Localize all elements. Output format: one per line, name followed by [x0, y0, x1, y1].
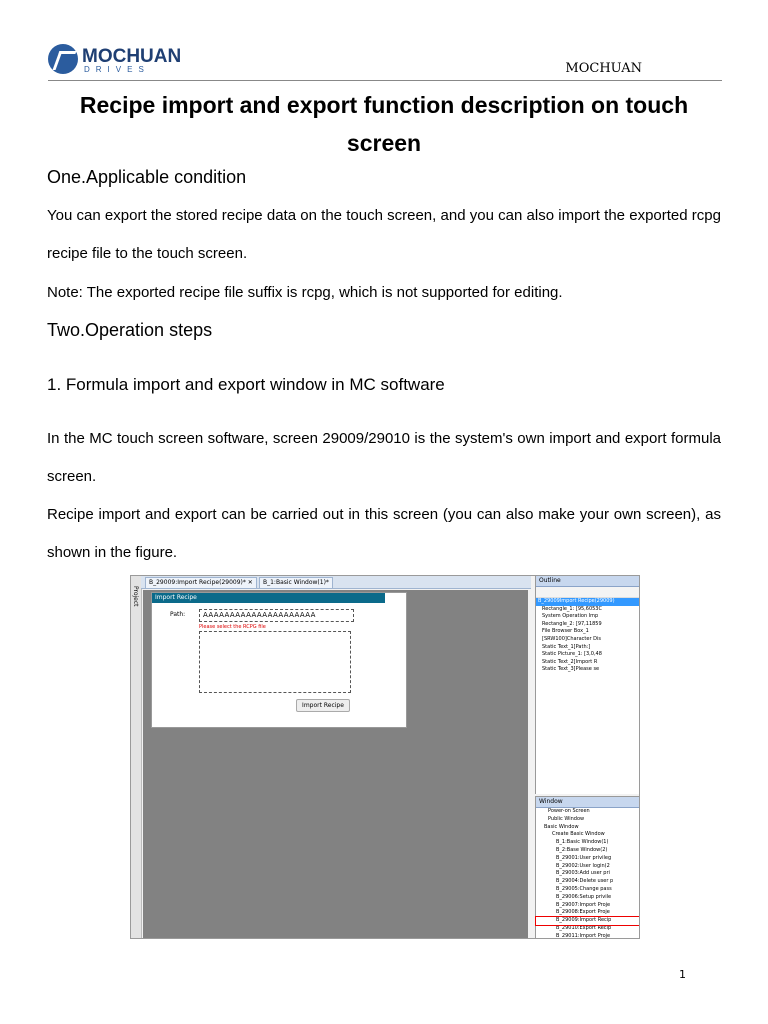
- subheading-window: 1. Formula import and export window in MC software: [47, 375, 445, 394]
- outline-item: Static Picture_1: [3,0,48: [542, 651, 602, 658]
- window-tree-item: B_1:Basic Window(1): [556, 839, 609, 846]
- window-tree-item: B_29005:Change pass: [556, 885, 612, 892]
- window-tree-item: B_29010:Export Recip: [556, 924, 612, 931]
- software-screenshot-figure: [130, 575, 640, 939]
- window-tree-item: B_29004:Delete user p: [556, 878, 614, 885]
- design-canvas: [143, 590, 528, 938]
- section-heading-applicable: One.Applicable condition: [47, 167, 247, 187]
- outline-item: System Operation Imp: [542, 613, 599, 620]
- page-title: Recipe import and export function description on touch screen: [79, 92, 689, 156]
- window-tree-item: B_29007:Import Proje: [556, 901, 611, 908]
- logo-brand: MOCHUAN: [82, 46, 182, 67]
- select-file-hint: Please select the RCPG file: [199, 624, 266, 630]
- section-heading-steps: Two.Operation steps: [47, 320, 213, 340]
- import-recipe-window: [151, 592, 407, 728]
- window-tree-item: Public Window: [548, 815, 585, 822]
- paragraph-note: Note: The exported recipe file suffix is rcpg, which is not supported for editing.: [47, 284, 563, 301]
- tab-import-recipe: B_29009:Import Recipe(29009)* ✕: [145, 577, 257, 589]
- header-divider: [48, 80, 722, 81]
- editor-tabs: [141, 576, 531, 589]
- outline-item: [SRW100]Character Dis: [542, 635, 601, 642]
- window-tree-item: B_29003:Add user pri: [556, 870, 610, 877]
- window-tree-item: B_29002:User login(2: [556, 862, 610, 869]
- header-company: MOCHUAN: [565, 61, 642, 76]
- window-panel: [535, 796, 640, 939]
- outline-toolbar: [536, 587, 640, 598]
- logo-mark-icon: [48, 44, 78, 74]
- outline-item: Rectangle_1: [95,6053C: [542, 605, 602, 612]
- window-tree-item: B_2:Base Window(2): [556, 846, 608, 853]
- window-tree-item: Power-on Screen: [548, 808, 590, 814]
- window-panel-header: Window: [536, 797, 640, 808]
- window-tree-item: Basic Window: [544, 823, 579, 830]
- outline-item: Static Text_3[Please se: [542, 666, 600, 673]
- paragraph-mc-software: In the MC touch screen software, screen 29009/29010 is the system's own import and export formula screen.: [47, 430, 721, 485]
- window-title: Import Recipe: [152, 593, 385, 603]
- file-browser-box: [199, 631, 351, 693]
- project-sidebar: [131, 576, 142, 938]
- outline-item: Static Text_2[Import R: [542, 658, 598, 665]
- outline-panel: [535, 576, 640, 794]
- window-tree-item: B_29001:User privileg: [556, 854, 612, 861]
- window-tree-item: B_29006:Setup privile: [556, 893, 612, 900]
- outline-item: Static Text_1[Path:]: [542, 643, 591, 650]
- logo-sub: DRIVES: [84, 65, 150, 74]
- tab-basic-window: B_1:Basic Window(1)*: [259, 577, 333, 589]
- window-tree-item-highlighted: B_29009:Import Recip: [536, 917, 640, 925]
- path-field: AAAAAAAAAAAAAAAAAAAAA: [199, 609, 354, 622]
- window-tree-item: Create Basic Window: [552, 831, 605, 838]
- page-number: 1: [679, 968, 686, 981]
- project-label: Project: [132, 586, 139, 607]
- paragraph-export-import: You can export the stored recipe data on the touch screen, and you can also import the exported rcpg recipe file to the touch screen.: [47, 207, 721, 262]
- window-tree-item: B_29011:Import Proje: [556, 932, 611, 939]
- paragraph-recipe-screen: Recipe import and export can be carried out in this screen (you can also make your own screen), as shown in the figure.: [47, 506, 721, 561]
- window-tree-item: B_29008:Export Proje: [556, 909, 610, 916]
- import-recipe-button: Import Recipe: [296, 699, 350, 712]
- outline-item: Rectangle_2: [97,11859: [542, 620, 602, 627]
- outline-header: Outline: [536, 576, 640, 587]
- outline-item: File Browser Box_1: [542, 628, 589, 635]
- path-label: Path:: [170, 611, 186, 618]
- outline-item: B_29009Import Recipe(29009): [536, 598, 640, 606]
